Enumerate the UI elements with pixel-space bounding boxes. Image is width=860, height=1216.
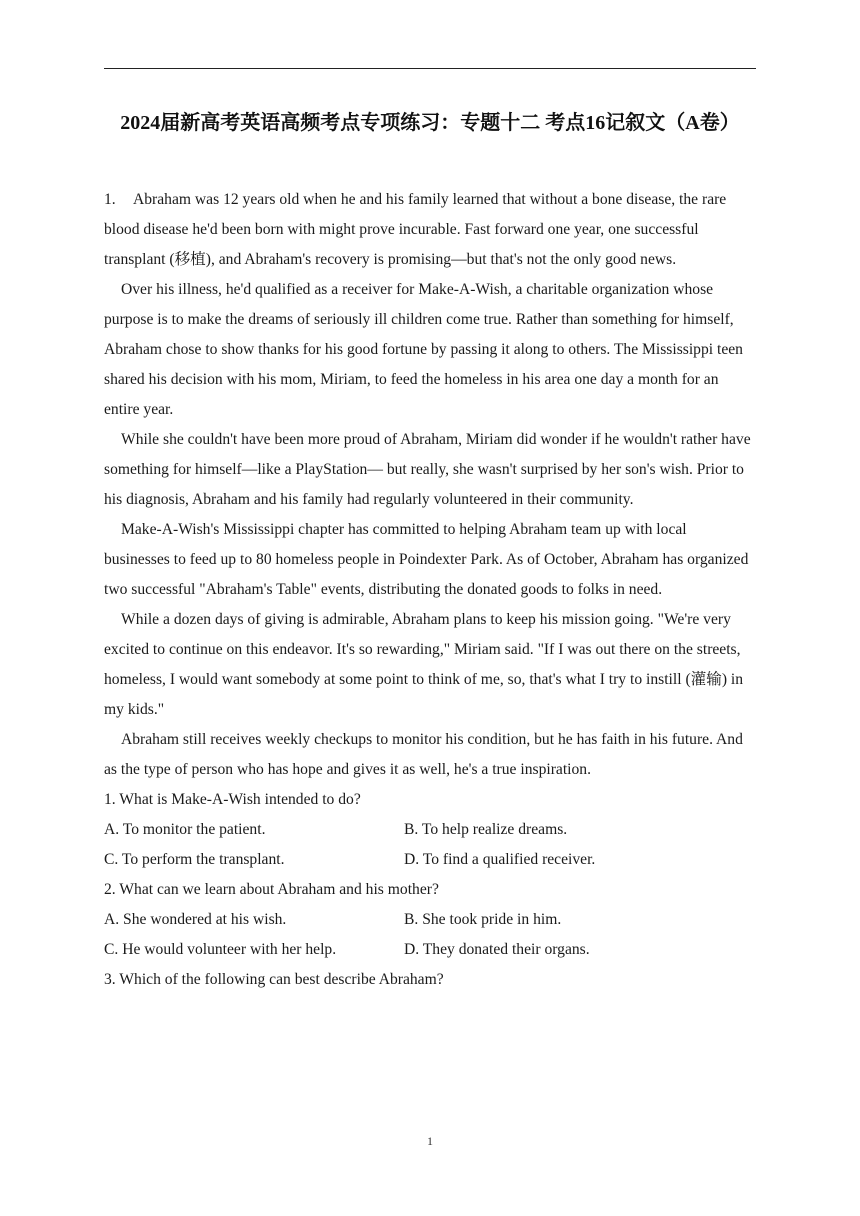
question-1-option-d: D. To find a qualified receiver. (404, 851, 596, 868)
passage-paragraph-3: While she couldn't have been more proud of Abraham, Miriam did wonder if he wouldn't rather have something for himself—like a PlayStation— but really, she wasn't surprised by her son's wish. Prior to his diagnosis, Abraham and his family had regularly volunteered in their community. (104, 431, 751, 508)
passage-paragraph-6: Abraham still receives weekly checkups to monitor his condition, but he has faith in his future. And as the type of person who has hope and gives it as well, he's a true inspiration. (104, 731, 743, 778)
question-1: 1. What is Make-A-Wish intended to do? (104, 791, 361, 808)
question-2-options-row-2 (104, 935, 756, 965)
page-number: 1 (427, 1134, 433, 1148)
question-1-option-c: C. To perform the transplant. (104, 851, 285, 868)
passage-paragraph-1 (104, 185, 756, 275)
passage-paragraph-4: Make-A-Wish's Mississippi chapter has committed to helping Abraham team up with local businesses to feed up to 80 homeless people in Poindexter Park. As of October, Abraham has organized two successful "Abraham's Table" events, distributing the donated goods to folks in need. (104, 521, 749, 598)
passage-number: 1. (104, 191, 116, 208)
question-2: 2. What can we learn about Abraham and his mother? (104, 881, 439, 898)
question-1-option-a: A. To monitor the patient. (104, 821, 266, 838)
question-2-options-row-1 (104, 905, 756, 935)
question-1-options-row-2 (104, 845, 756, 875)
question-2-option-a: A. She wondered at his wish. (104, 911, 287, 928)
question-2-option-b: B. She took pride in him. (404, 911, 562, 928)
question-2-option-c: C. He would volunteer with her help. (104, 941, 337, 958)
question-2-option-d: D. They donated their organs. (404, 941, 590, 958)
passage-paragraph-2: Over his illness, he'd qualified as a receiver for Make-A-Wish, a charitable organization whose purpose is to make the dreams of seriously ill children come true. Rather than something for himself, Abraham chose to show thanks for his good fortune by passing it along to others. The Mississippi teen shared his decision with his mom, Miriam, to feed the homeless in his area one day a month for an entire year. (104, 281, 743, 418)
document-title: 2024届新高考英语高频考点专项练习：专题十二 考点16记叙文（A卷） (120, 112, 740, 134)
paragraph-text: Abraham was 12 years old when he and his family learned that without a bone disease, the rare blood disease he'd been born with might prove incurable. Fast forward one year, one successful transplant (移植), and Abraham's recovery is promising—but that's not the only good news. (104, 191, 727, 268)
passage-paragraph-5: While a dozen days of giving is admirable, Abraham plans to keep his mission going. "We're very excited to continue on this endeavor. It's so rewarding," Miriam said. "If I was out there on the streets, homeless, I would want somebody at some point to think of me, so, that's what I try to instill (灌输) in my kids." (104, 611, 744, 718)
document-body (104, 185, 756, 995)
header-rule (104, 68, 756, 69)
question-3: 3. Which of the following can best describe Abraham? (104, 971, 444, 988)
question-1-option-b: B. To help realize dreams. (404, 821, 568, 838)
question-1-options-row-1 (104, 815, 756, 845)
